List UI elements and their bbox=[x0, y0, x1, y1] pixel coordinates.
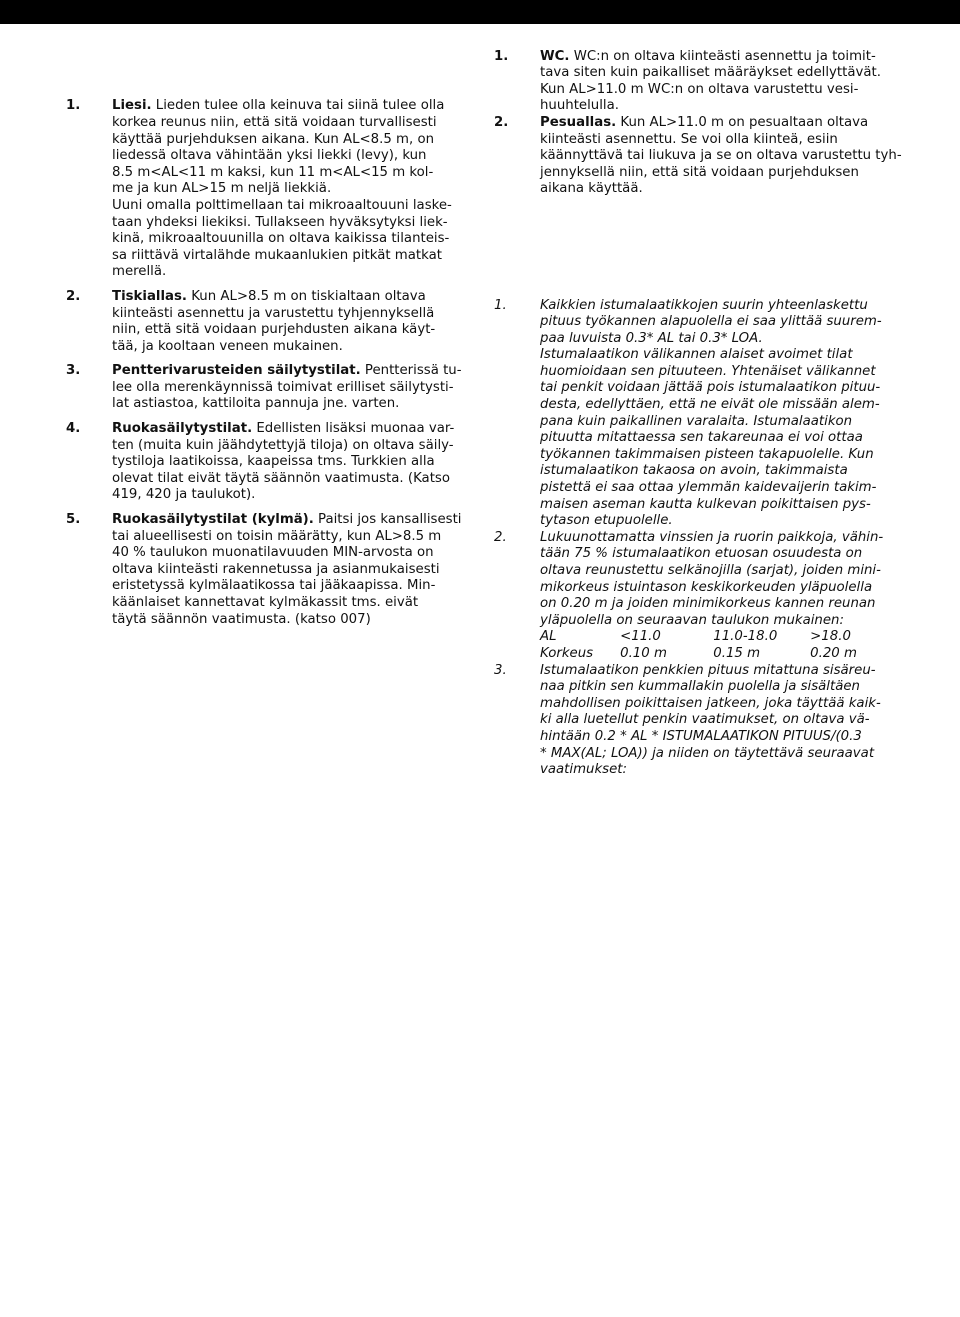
item-first-line bbox=[112, 363, 464, 380]
text-line: 40 % taulukon muonatilavuuden MIN-arvosta on bbox=[112, 545, 434, 561]
text-line: hintään 0.2 * AL * ISTUMALAATIKON PITUUS/(0.3 bbox=[540, 728, 862, 744]
pentry-items bbox=[66, 98, 464, 628]
spacer bbox=[66, 413, 464, 421]
text-line: työkannen takimmaisen pisteen takapuolelle. Kun bbox=[540, 446, 874, 462]
item-number: 4. bbox=[66, 421, 81, 437]
text-line: naa pitkin sen kummallakin puolella ja sisältäen bbox=[540, 679, 860, 695]
text-line: huomioidaan sen pituuteen. Yhtenäiset välikannet bbox=[540, 363, 876, 379]
item-first-line bbox=[112, 289, 464, 306]
text-line: paa luvuista 0.3* AL tai 0.3* LOA. bbox=[540, 330, 763, 346]
numbered-item bbox=[494, 114, 902, 198]
text-line: mahdollisen poikittaisen jatkeen, joka täyttää kaik- bbox=[540, 695, 881, 711]
text-line: kinä, mikroaaltouunilla on oltava kaikissa tilanteis- bbox=[112, 231, 450, 247]
text-line: lee olla merenkäynnissä toimivat erilliset säilytysti- bbox=[112, 379, 454, 395]
text-line: Istumalaatikon penkkien pituus mitattuna sisäreu- bbox=[540, 662, 876, 678]
item-text-start: Lieden tulee olla keinuva tai siinä tulee olla bbox=[151, 98, 445, 114]
item-number: 5. bbox=[66, 512, 81, 528]
text-line: tää, ja kooltaan veneen mukainen. bbox=[112, 338, 343, 354]
text-line: merellä. bbox=[112, 264, 167, 280]
table-row bbox=[540, 646, 894, 663]
text-line: oltava reunustettu selkänojilla (sarjat), joiden mini- bbox=[540, 563, 881, 578]
table-cell: <11.0 bbox=[620, 629, 661, 645]
text-line: taan yhdeksi liekiksi. Tullakseen hyväksytyksi liek- bbox=[112, 214, 448, 230]
text-line: tytason etupuolelle. bbox=[540, 513, 673, 529]
numbered-item bbox=[66, 289, 464, 355]
text-line: käänlaiset kannettavat kylmäkassit tms. eivät bbox=[112, 595, 419, 610]
text-line: Istumalaatikon välikannen alaiset avoimet tilat bbox=[540, 347, 853, 363]
right-column bbox=[494, 32, 902, 779]
text-line: Uuni omalla polttimellaan tai mikroaaltouuni laske- bbox=[112, 197, 452, 213]
text-line: pituus työkannen alapuolella ei saa ylittää suurem- bbox=[540, 314, 882, 330]
item-text bbox=[540, 49, 894, 115]
text-line: mikorkeus istuintason keskikorkeuden yläpuolella bbox=[540, 579, 873, 595]
item-text bbox=[540, 114, 902, 198]
text-line: 8.5 m<AL<11 m kaksi, kun 11 m<AL<15 m kol- bbox=[112, 164, 434, 180]
item-first-line bbox=[540, 49, 894, 66]
text-line: huuhtelulla. bbox=[540, 98, 619, 114]
item-text bbox=[540, 530, 894, 663]
text-line: täytä säännön vaatimusta. (katso 007) bbox=[112, 611, 371, 627]
item-number: 2. bbox=[66, 288, 81, 304]
table-cell: 0.15 m bbox=[713, 645, 761, 661]
table-cell: 11.0-18.0 bbox=[713, 629, 778, 645]
item-number: 2. bbox=[494, 529, 507, 545]
header-bar bbox=[0, 0, 960, 24]
spacer bbox=[66, 281, 464, 289]
numbered-item bbox=[66, 98, 464, 281]
text-line: käyttää purjehduksen aikana. Kun AL<8.5 m, on bbox=[112, 131, 435, 147]
item-number: 3. bbox=[66, 363, 81, 379]
item-text bbox=[112, 98, 464, 281]
table-cell: 0.10 m bbox=[620, 645, 667, 661]
item-title: Tiskiallas. bbox=[112, 288, 187, 304]
item-number: 2. bbox=[494, 114, 509, 130]
text-line: desta, edellyttäen, että ne eivät ole missään alem- bbox=[540, 397, 880, 413]
text-line: pistettä ei saa ottaa ylemmän kaidevaijerin takim- bbox=[540, 480, 877, 496]
text-line: kiinteästi asennettu. Se voi olla kiinteä, esiin bbox=[540, 131, 838, 147]
item-text-start: Paitsi jos kansallisesti bbox=[313, 512, 462, 528]
text-line: pituutta mitattaessa sen takareunaa ei voi ottaa bbox=[540, 430, 863, 446]
text-line: oltava kiinteästi rakennetussa ja asianmukaisesti bbox=[112, 561, 440, 577]
text-line: ki alla luetellut penkin vaatimukset, on oltava vä- bbox=[540, 712, 870, 728]
item-text bbox=[540, 663, 894, 779]
item-number: 3. bbox=[494, 662, 507, 678]
text-line: olevat tilat eivät täytä säännön vaatimusta. (Katso bbox=[112, 470, 450, 486]
item-text bbox=[112, 512, 464, 628]
item-text-start: Kun AL>11.0 m on pesualtaan oltava bbox=[616, 114, 869, 130]
text-line: ten (muita kuin jäähdytettyjä tiloja) on oltava säily- bbox=[112, 437, 454, 453]
table-cell: Korkeus bbox=[540, 645, 594, 661]
item-text bbox=[540, 298, 894, 530]
table-row bbox=[540, 629, 894, 646]
text-line: eristetyssä kylmälaatikossa tai jääkaapissa. Min- bbox=[112, 578, 436, 594]
text-line: pana kuin paikallinen varalaita. Istumalaatikon bbox=[540, 413, 853, 429]
text-line: tai alueellisesti on toisin määrätty, kun AL>8.5 m bbox=[112, 528, 442, 544]
table-cell: AL bbox=[540, 629, 557, 645]
numbered-item bbox=[66, 512, 464, 628]
item-title: Ruokasäilytystilat. bbox=[112, 421, 253, 437]
text-line: vaatimukset: bbox=[540, 762, 627, 778]
item-text-start: Edellisten lisäksi muonaa var- bbox=[252, 421, 455, 437]
spacer bbox=[66, 504, 464, 512]
text-line: Kaikkien istumalaatikkojen suurin yhteenlaskettu bbox=[540, 297, 868, 313]
section-416-items bbox=[494, 298, 894, 779]
table-cell: 0.20 m bbox=[810, 645, 857, 661]
item-first-line bbox=[112, 98, 464, 115]
numbered-item bbox=[66, 421, 464, 504]
text-line: sa riittävä virtalähde mukaanlukien pitkät matkat bbox=[112, 247, 442, 263]
numbered-item bbox=[494, 663, 894, 779]
item-title: Pentterivarusteiden säilytystilat. bbox=[112, 363, 361, 379]
numbered-item bbox=[66, 363, 464, 413]
item-text-start: Kun AL>8.5 m on tiskialtaan oltava bbox=[186, 288, 426, 304]
item-text bbox=[112, 363, 464, 413]
item-title: Pesuallas. bbox=[540, 114, 617, 130]
item-first-line bbox=[112, 512, 464, 529]
left-column bbox=[66, 32, 464, 628]
text-line: Kun AL>11.0 m WC:n on oltava varustettu vesi- bbox=[540, 81, 859, 97]
text-line: on 0.20 m ja joiden minimikorkeus kannen reunan bbox=[540, 596, 876, 612]
item-number: 1. bbox=[66, 98, 81, 114]
table-cell: >18.0 bbox=[810, 629, 851, 645]
page-header bbox=[0, 0, 960, 24]
text-line: käännyttävä tai liukuva ja se on oltava varustettu tyh- bbox=[540, 148, 902, 164]
item-title: Liesi. bbox=[112, 98, 152, 114]
text-line: * MAX(AL; LOA)) ja niiden on täytettävä seuraavat bbox=[540, 745, 875, 761]
text-line: tai penkit voidaan jättää pois istumalaatikon pituu- bbox=[540, 380, 881, 396]
item-text-start: Pentterissä tu- bbox=[360, 363, 462, 379]
text-line: aikana käyttää. bbox=[540, 181, 643, 197]
text-line: 419, 420 ja taulukot). bbox=[112, 487, 256, 503]
text-line: Lukuunottamatta vinssien ja ruorin paikkoja, vähin- bbox=[540, 529, 884, 545]
text-line: korkea reunus niin, että sitä voidaan turvallisesti bbox=[112, 114, 437, 130]
numbered-item bbox=[494, 530, 894, 663]
item-number: 1. bbox=[494, 48, 509, 64]
item-title: Ruokasäilytystilat (kylmä). bbox=[112, 512, 314, 528]
item-text bbox=[112, 289, 464, 355]
text-line: jennyksellä niin, että sitä voidaan purjehduksen bbox=[540, 164, 859, 180]
item-first-line bbox=[540, 115, 894, 132]
spacer bbox=[66, 355, 464, 363]
text-line: tava siten kuin paikalliset määräykset edellyttävät. bbox=[540, 65, 881, 81]
text-line: maisen aseman kautta kulkevan poikittaisen pys- bbox=[540, 496, 871, 512]
text-line: yläpuolella on seuraavan taulukon mukainen: bbox=[540, 612, 844, 628]
item-text bbox=[112, 421, 464, 504]
text-line: istumalaatikon takaosa on avoin, takimmaista bbox=[540, 463, 848, 479]
item-title: WC. bbox=[540, 48, 570, 64]
page-number bbox=[50, 1, 100, 23]
numbered-item bbox=[494, 298, 894, 530]
text-line: lat astiastoa, kattiloita pannuja jne. varten. bbox=[112, 396, 400, 412]
text-line: kiinteästi asennettu ja varustettu tyhjennyksellä bbox=[112, 305, 435, 321]
text-line: tystiloja laatikoissa, kaapeissa tms. Turkkien alla bbox=[112, 454, 435, 470]
item-number: 1. bbox=[494, 297, 507, 313]
text-line: tään 75 % istumalaatikon etuosan osuudesta on bbox=[540, 546, 863, 562]
text-line: liedessä oltava vähintään yksi liekki (levy), kun bbox=[112, 148, 427, 164]
wc-items bbox=[494, 48, 902, 198]
text-line: niin, että sitä voidaan purjehdusten aikana käyt- bbox=[112, 322, 436, 338]
numbered-item bbox=[494, 49, 894, 115]
item-first-line bbox=[112, 421, 464, 438]
item-text-start: WC:n on oltava kiinteästi asennettu ja toimit- bbox=[569, 48, 876, 64]
text-line: me ja kun AL>15 m neljä liekkiä. bbox=[112, 181, 332, 197]
